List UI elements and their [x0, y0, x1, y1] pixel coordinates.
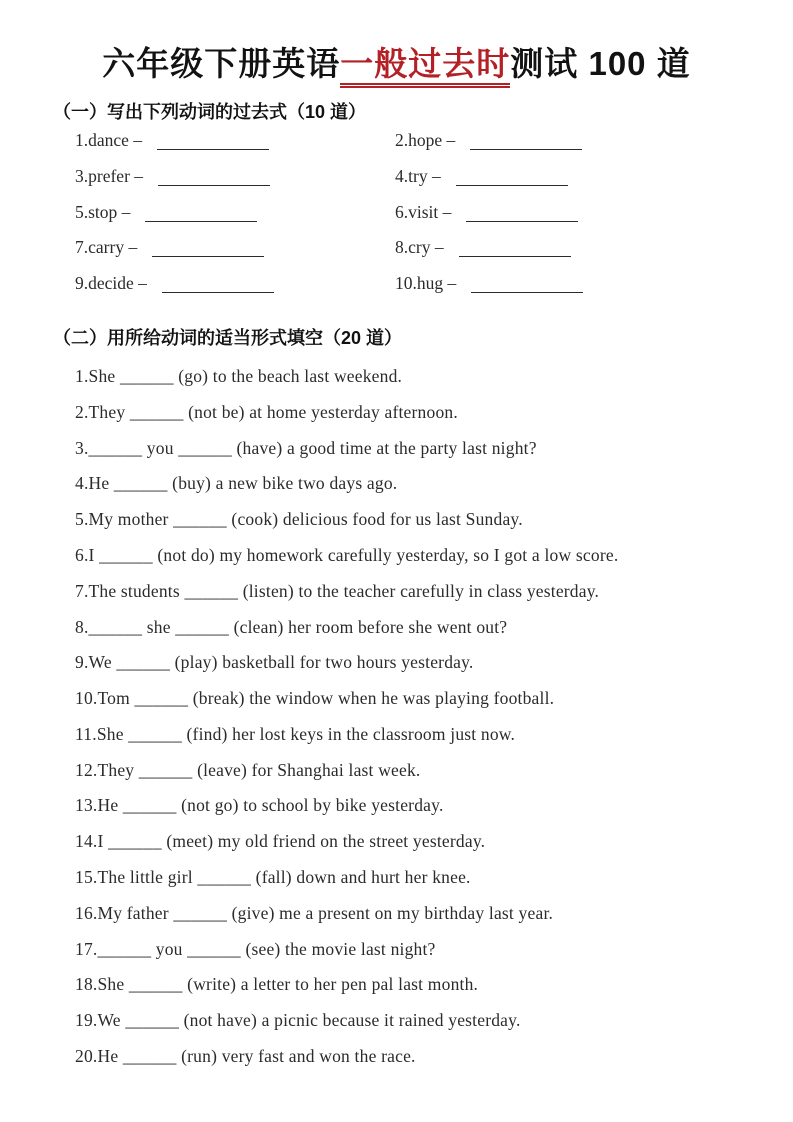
question-item-5: 5.My mother ______ (cook) delicious food for us last Sunday. [75, 509, 523, 530]
verb-label: 10.hug – [395, 273, 457, 294]
verb-label: 5.stop – [75, 201, 131, 222]
verb-label: 7.carry – [75, 237, 138, 258]
answer-blank [162, 278, 274, 293]
verb-item-2 [395, 130, 793, 166]
verb-label: 9.decide – [75, 273, 147, 294]
answer-blank [157, 135, 269, 150]
answer-blank [470, 135, 582, 150]
answer-blank [456, 171, 568, 186]
question-item-9: 9.We ______ (play) basketball for two hours yesterday. [75, 652, 474, 673]
verb-label: 2.hope – [395, 129, 456, 150]
answer-blank [145, 207, 257, 222]
verb-label: 1.dance – [75, 129, 143, 150]
question-item-11: 11.She ______ (find) her lost keys in the classroom just now. [75, 723, 516, 744]
title-suffix: 测试 100 道 [510, 45, 691, 82]
question-list [75, 359, 793, 1075]
verb-list [75, 130, 793, 309]
answer-blank [158, 171, 270, 186]
verb-label: 4.try – [395, 165, 441, 186]
verb-label: 6.visit – [395, 201, 452, 222]
verb-label: 3.prefer – [75, 165, 144, 186]
question-item-8: 8.______ she ______ (clean) her room before she went out? [75, 616, 508, 637]
verb-item-5 [75, 202, 395, 238]
question-item-12: 12.They ______ (leave) for Shanghai last week. [75, 759, 421, 780]
question-item-20: 20.He ______ (run) very fast and won the race. [75, 1046, 416, 1067]
question-item-15: 15.The little girl ______ (fall) down and hurt her knee. [75, 867, 471, 888]
question-item-1: 1.She ______ (go) to the beach last weekend. [75, 365, 403, 386]
verb-item-9 [75, 273, 395, 309]
section1-heading: （一）写出下列动词的过去式（10 道） [53, 101, 367, 122]
title-highlight: 一般过去时 [340, 45, 510, 88]
question-item-7: 7.The students ______ (listen) to the teacher carefully in class yesterday. [75, 580, 600, 601]
verb-item-4 [395, 166, 793, 202]
question-item-18: 18.She ______ (write) a letter to her pen pal last month. [75, 974, 479, 995]
verb-item-7 [75, 237, 395, 273]
question-item-10: 10.Tom ______ (break) the window when he was playing football. [75, 688, 555, 709]
verb-item-8 [395, 237, 793, 273]
answer-blank [466, 207, 578, 222]
question-item-4: 4.He ______ (buy) a new bike two days ago. [75, 473, 398, 494]
verb-item-3 [75, 166, 395, 202]
question-item-6: 6.I ______ (not do) my homework carefully yesterday, so I got a low score. [75, 544, 619, 565]
section2-heading: （二）用所给动词的适当形式填空（20 道） [53, 327, 403, 348]
verb-item-1 [75, 130, 395, 166]
title-prefix: 六年级下册英语 [102, 45, 341, 82]
question-item-2: 2.They ______ (not be) at home yesterday afternoon. [75, 401, 458, 422]
answer-blank [459, 242, 571, 257]
question-item-13: 13.He ______ (not go) to school by bike yesterday. [75, 795, 444, 816]
verb-item-10 [395, 273, 793, 309]
verb-item-6 [395, 202, 793, 238]
answer-blank [152, 242, 264, 257]
question-item-14: 14.I ______ (meet) my old friend on the street yesterday. [75, 831, 486, 852]
question-item-17: 17.______ you ______ (see) the movie last night? [75, 938, 436, 959]
answer-blank [471, 278, 583, 293]
question-item-19: 19.We ______ (not have) a picnic because it rained yesterday. [75, 1010, 521, 1031]
question-item-3: 3.______ you ______ (have) a good time at the party last night? [75, 437, 537, 458]
verb-label: 8.cry – [395, 237, 444, 258]
page-title [0, 45, 793, 83]
question-item-16: 16.My father ______ (give) me a present on my birthday last year. [75, 902, 554, 923]
